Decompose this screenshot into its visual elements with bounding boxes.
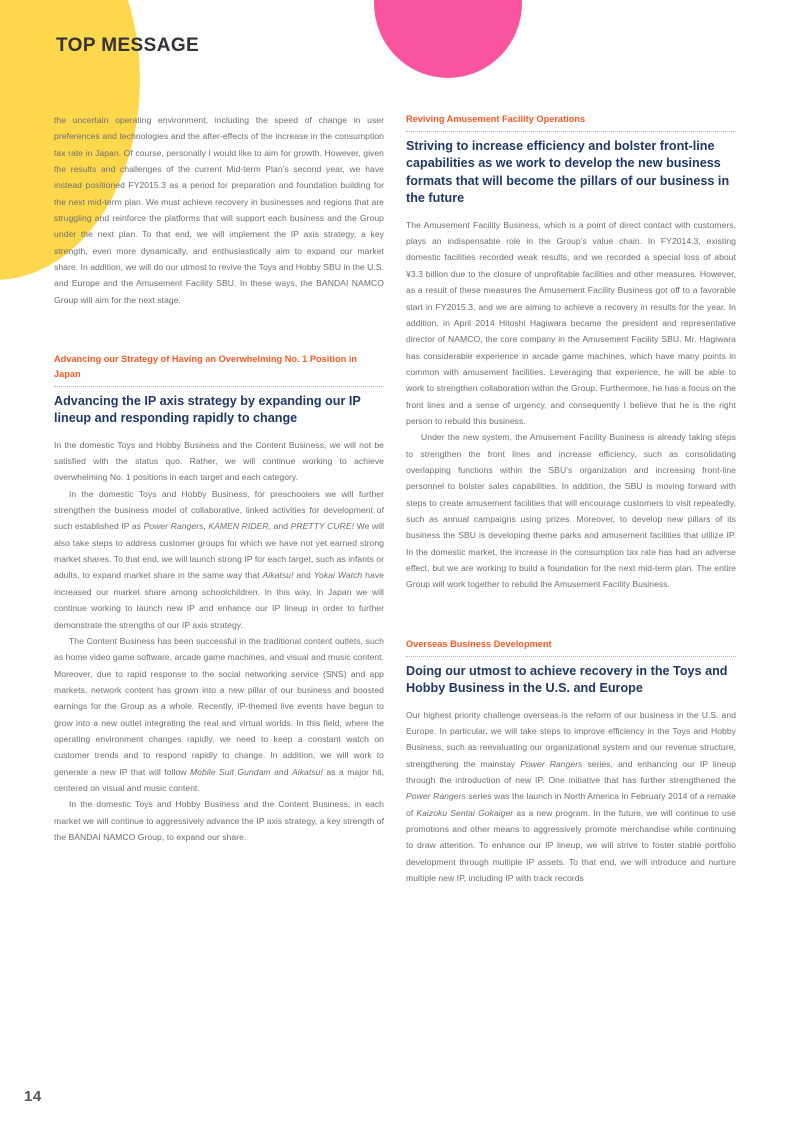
left-column: [54, 112, 384, 886]
section-domestic-strategy: [54, 352, 384, 845]
two-column-body: [0, 112, 800, 886]
page-title: TOP MESSAGE: [56, 35, 200, 56]
paragraph: The Content Business has been successful in the traditional content outlets, such as home video game software, arcade game machines, and visual and music content. Moreover, due to rapid response to the social networking service (SNS) and app markets, network content has grown into a new pillar of our business and boosted earnings for the Group as a whole. Recently, IP-themed live events have begun to grow into a new outlet integrating the real and virtual worlds. In this field, where the operating environment changes rapidly, we need to keep a constant watch on customer trends and to respond rapidly to change. In addition, we will work to generate a new IP that will follow Mobile Suit Gundam and Aikatsu! as a major hit, centered on visual and music content.: [54, 635, 384, 793]
section-amusement-facility: [406, 112, 736, 593]
paragraph: In the domestic Toys and Hobby Business and the Content Business, in each market we will continue to aggressively advance the IP axis strategy, a key strength of the BANDAI NAMCO Group, to expand our share.: [54, 799, 384, 842]
section-subheading: Striving to increase efficiency and bolster front-line capabilities as we work to develop the new business formats that will become the pillars of our business in the future: [406, 138, 730, 206]
paragraph: Under the new system, the Amusement Facility Business is already taking steps to strengthen the front lines and increase efficiency, such as consolidating overlapping functions within the SBU’s organization and increasing front-line personnel to bolster sales capabilities. In addition, the SBU is moving forward with steps to create amusement facilities that will encourage customers to visit repeatedly, such as annual campaigns using prizes. Moreover, to develop new pillars of its business the SBU is developing theme parks and amusement facilities that utilize IP. In the domestic market, the increase in the consumption tax rate has had an adverse effect, but we are working to build a foundation for the next mid-term plan. The entire Group will work together to rebuild the Amusement Facility Business.: [406, 432, 736, 590]
section-subheading: Doing our utmost to achieve recovery in the Toys and Hobby Business in the U.S. and Europe: [406, 663, 728, 695]
dotted-divider: [406, 656, 736, 657]
dotted-divider: [54, 386, 384, 387]
dotted-divider: [406, 131, 736, 132]
continued-paragraph: the uncertain operating environment, including the speed of change in user preferences and technologies and the after-effects of the increase in the consumption tax rate in Japan. Of course, personally I would like to aim for growth. However, given the results and challenges of the current Mid-term Plan’s second year, we have instead positioned FY2015.3 as a period for preparation and foundation building for the next mid-term plan. We must achieve recovery in businesses and regions that are struggling and reinforce the platforms that will support each business and the Group under the next plan. To that end, we will implement the IP axis strategy, a key strength, even more dynamically, and enthusiastically aim to expand our market share. In addition, we will do our utmost to revive the Toys and Hobby SBU in the U.S. and Europe and the Amusement Facility SBU. In these ways, the BANDAI NAMCO Group will aim for the next stage.: [54, 115, 385, 305]
section-overseas-business: [406, 637, 736, 887]
section-kicker: Overseas Business Development: [406, 638, 552, 649]
section-kicker: Reviving Amusement Facility Operations: [406, 114, 586, 124]
section-kicker: Advancing our Strategy of Having an Overwhelming No. 1 Position in Japan: [54, 354, 358, 379]
section-subheading: Advancing the IP axis strategy by expanding our IP lineup and responding rapidly to change: [54, 393, 361, 426]
paragraph: Our highest priority challenge overseas is the reform of our business in the U.S. and Europe. In particular, we will take steps to improve efficiency in the Toys and Hobby Business, such as reevaluating our organizational system and our revenue structure, strengthening the mainstay Power Rangers series, and enhancing our IP lineup through the introduction of new IP. One initiative that has further strengthened the Power Rangers series was the launch in North America in February 2014 of a remake of Kaizoku Sentai Gokaiger as a new program. In the future, we will continue to use promotions and other means to aggressively promote merchandise while continuing to draw attention. To enhance our IP lineup, we will strive to foster stable portfolio development through multiple IP assets. To that end, we will introduce and nurture multiple new IP, including IP with track records: [406, 709, 737, 883]
paragraph: The Amusement Facility Business, which is a point of direct contact with customers, plays an indispensable role in the Group’s value chain. In FY2014.3, existing domestic facilities recorded weak results, and we recorded a special loss of about ¥3.3 billion due to the closure of unprofitable facilities and other measures. However, as a result of these measures the Amusement Facility Business got off to a favorable start in FY2015.3, and we are aiming to achieve a recovery in results for the year. In addition, in April 2014 Hitoshi Hagiwara became the president and representative director of NAMCO, the core company in the Amusement Facility SBU. Mr. Hagiwara has considerable experience in arcade game machines, which have many points in common with amusement facilities. Leveraging that experience, he will be able to work to strengthen collaboration within the Group. Furthermore, he has a focus on the front lines and a sense of urgency, and consequently I believe that he is the right person to rebuild this business.: [406, 219, 736, 426]
right-column: [406, 112, 736, 886]
page-header: [56, 36, 476, 57]
paragraph: In the domestic Toys and Hobby Business and the Content Business, we will not be satisfied with the status quo. Rather, we will continue working to achieve overwhelming No. 1 positions in each target and each category.: [54, 439, 384, 483]
page-number: 14: [24, 1088, 42, 1105]
section-spacer: [54, 308, 384, 352]
section-spacer: [406, 593, 736, 637]
paragraph: In the domestic Toys and Hobby Business, for preschoolers we will further strengthen the business model of collaborative, linked activities for development of such established IP as Power Rangers, KAMEN RIDER, and PRETTY CURE! We will also take steps to address customer groups for which we have not yet earned strong market shares. To that end, we will launch strong IP for each target, such as infants or adults, to expand market share in the same way that Aikatsu! and Yokai Watch have increased our market share among schoolchildren. In this way, in Japan we will continue working to launch new IP and enhance our IP lineup in order to further demonstrate the strengths of our IP axis strategy.: [54, 488, 385, 630]
